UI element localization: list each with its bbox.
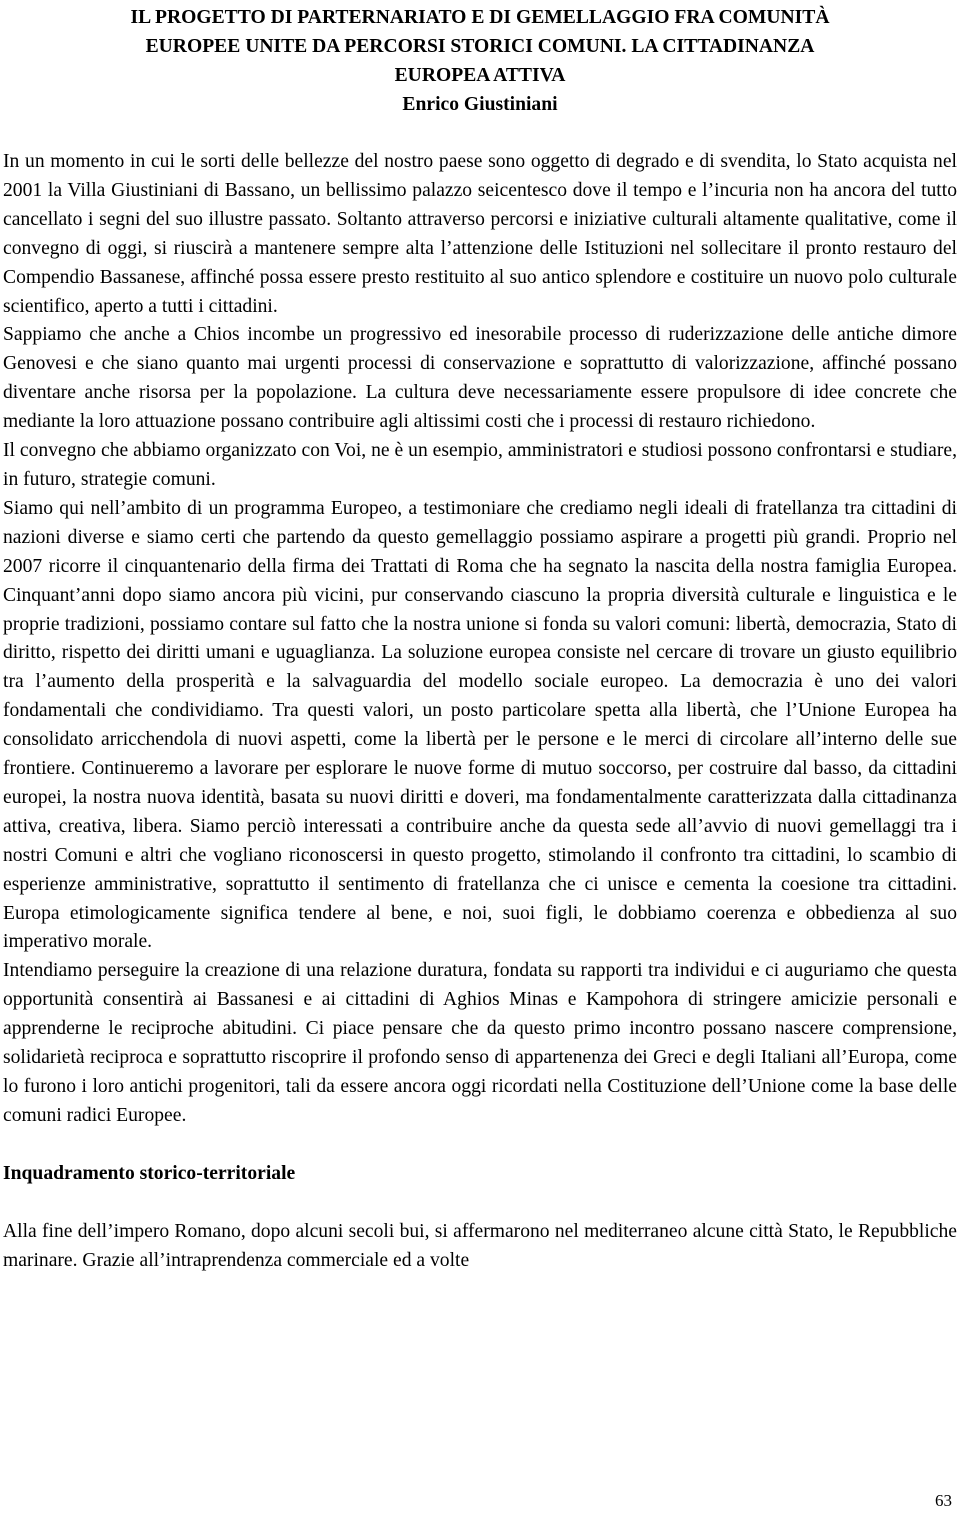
article-title-line-3: EUROPEA ATTIVA: [394, 65, 566, 86]
section-body: [3, 1218, 957, 1276]
article-title-line-2: EUROPEE UNITE DA PERCORSI STORICI COMUNI. LA CITTADINANZA: [145, 36, 815, 57]
section-paragraph: Alla fine dell’impero Romano, dopo alcuni secoli bui, si affermarono nel mediterraneo alcune città Stato, le Repubbliche marinare. Grazie all’intraprendenza commerciale ed a volte: [3, 1220, 957, 1271]
body-paragraph-3: Il convegno che abbiamo organizzato con Voi, ne è un esempio, amministratori e studiosi possono confrontarsi e studiare, in futuro, strategie comuni.: [3, 440, 957, 490]
article-title-line-1: IL PROGETTO DI PARTERNARIATO E DI GEMELLAGGIO FRA COMUNITÀ: [130, 7, 830, 28]
document-page: [3, 0, 957, 1276]
article-title-block: [3, 0, 957, 119]
page-number: 63: [935, 1491, 952, 1510]
section-heading: Inquadramento storico-territoriale: [3, 1162, 296, 1184]
body-paragraph-2: Sappiamo che anche a Chios incombe un progressivo ed inesorabile processo di ruderizzazione delle antiche dimore Genovesi e che siano quanto mai urgenti processi di conservazione e soprattutto di valorizzazione, affinché possano diventare anche risorsa per la popolazione. La cultura deve necessariamente essere propulsore di idee concrete che mediante la loro attuazione possano contribuire agli altissimi costi che i processi di restauro richiedono.: [3, 324, 957, 433]
article-body: [3, 148, 957, 1131]
body-paragraph-1: In un momento in cui le sorti delle bellezze del nostro paese sono oggetto di degrado e di svendita, lo Stato acquista nel 2001 la Villa Giustiniani di Bassano, un bellissimo palazzo seicentesco dove il tempo e l’incuria non ha ancora del tutto cancellato i segni del suo illustre passato. Soltanto attraverso percorsi e iniziative culturali altamente qualitative, come il convegno di oggi, si riuscirà a mantenere sempre alta l’attenzione delle Istituzioni nel sollecitare il pronto restauro del Compendio Bassanese, affinché possa essere presto restituito al suo antico splendore e costituire un nuovo polo culturale scientifico, aperto a tutti i cittadini.: [3, 151, 957, 317]
body-paragraph-5: Intendiamo perseguire la creazione di una relazione duratura, fondata su rapporti tra individui e ci auguriamo che questa opportunità consentirà ai Bassanesi e ai cittadini di Aghios Minas e Kampohora di stringere amicizie personali e apprenderne le reciproche abitudini. Ci piace pensare che da questo primo incontro possano nascere comprensione, solidarietà reciproca e soprattutto riscoprire il profondo senso di appartenenza dei Greci e degli Italiani all’Europa, come lo furono i loro antichi progenitori, tali da essere ancora oggi ricordati nella Costituzione dell’Unione come la base delle comuni radici Europee.: [3, 960, 957, 1126]
article-author: Enrico Giustiniani: [402, 94, 558, 115]
body-paragraph-4: Siamo qui nell’ambito di un programma Europeo, a testimoniare che crediamo negli ideali di fratellanza tra cittadini di nazioni diverse e siamo certi che partendo da questo gemellaggio possiamo aspirare a progetti più grandi. Proprio nel 2007 ricorre il cinquantenario della firma dei Trattati di Roma che ha segnato la nascita della nostra famiglia Europea. Cinquant’anni dopo siamo ancora più vicini, pur conservando ciascuno la propria diversità culturale e linguistica e le proprie tradizioni, possiamo contare sul fatto che la nostra unione si fonda su valori comuni: libertà, democrazia, Stato di diritto, rispetto dei diritti umani e uguaglianza. La soluzione europea consiste nel cercare di trovare un giusto equilibrio tra l’aumento della prosperità e la salvaguardia del modello sociale europeo. La democrazia è uno dei valori fondamentali che condividiamo. Tra questi valori, un posto particolare spetta alla libertà, che l’Unione Europea ha consolidato arricchendola di nuovi aspetti, come la libertà per le persone e le merci di circolare all’interno delle sue frontiere. Continueremo a lavorare per esplorare le nuove forme di mutuo soccorso, per costruire dal basso, da cittadini europei, la nostra nuova identità, basata su nuovi diritti e doveri, ma fondamentalmente caratterizzata dalla cittadinanza attiva, creativa, libera. Siamo perciò interessati a contribuire anche da questa sede all’avvio di nuovi gemellaggi tra i nostri Comuni e altri che vogliano riconoscersi in questo progetto, stimolando il confronto tra cittadini, lo scambio di esperienze amministrative, soprattutto il sentimento di fratellanza che ci unisce e cementa la coesione tra cittadini. Europa etimologicamente significa tendere al bene, e noi, suoi figli, le dobbiamo coerenza e obbedienza al suo imperativo morale.: [3, 497, 957, 953]
